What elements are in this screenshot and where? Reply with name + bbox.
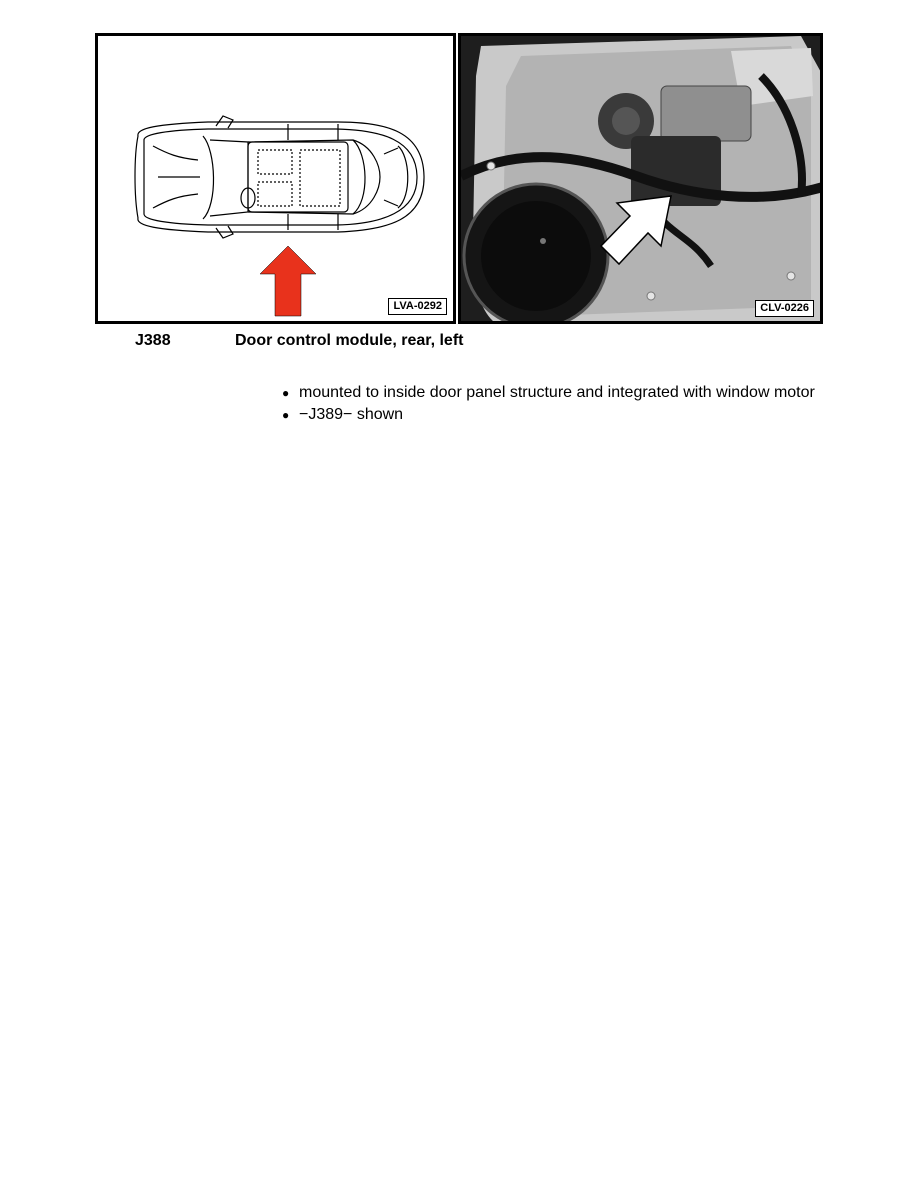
component-code: J388 (135, 332, 171, 349)
location-arrow (260, 246, 316, 316)
door-panel-photo (458, 33, 823, 324)
note-text: mounted to inside door panel structure and integrated with window motor (299, 384, 815, 401)
note-text: −J389− shown (299, 406, 404, 423)
bullet-icon: ● (282, 408, 290, 422)
door-photo-illustration (461, 36, 823, 324)
list-item (282, 404, 842, 426)
car-outline-drawing (98, 36, 456, 324)
figure-id-label: LVA-0292 (388, 298, 447, 315)
list-item (282, 382, 842, 404)
component-title: Door control module, rear, left (235, 332, 464, 349)
figure-row (95, 33, 823, 324)
car-location-diagram (95, 33, 456, 324)
notes-list (282, 382, 842, 426)
figure-id-label: CLV-0226 (755, 300, 814, 317)
bullet-icon: ● (282, 386, 290, 400)
